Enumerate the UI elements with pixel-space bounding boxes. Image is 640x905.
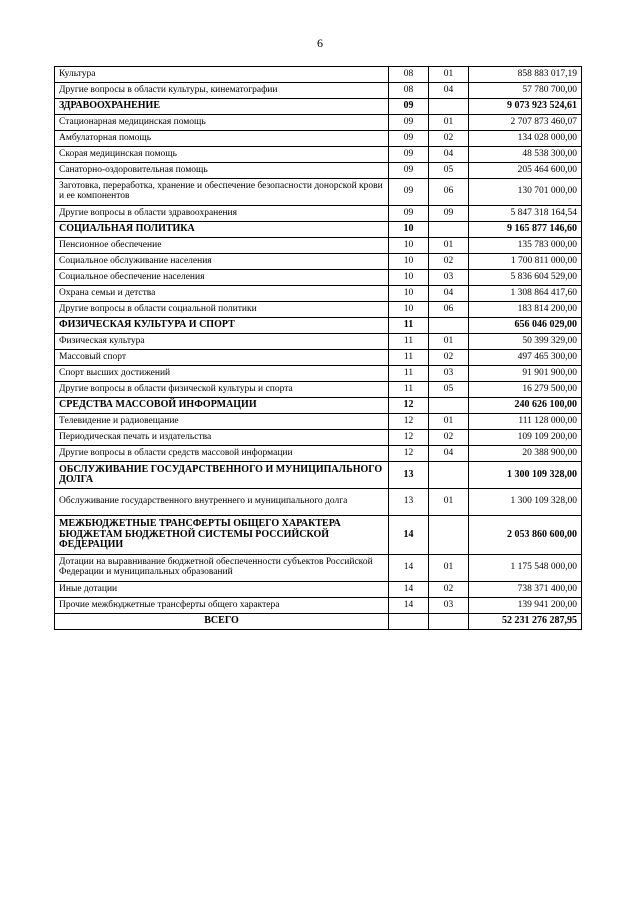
row-subsection-cell: 01 — [429, 238, 469, 254]
row-name-cell: Социальное обслуживание населения — [55, 254, 389, 270]
row-amount-cell: 1 308 864 417,60 — [469, 286, 582, 302]
row-subsection-cell: 01 — [429, 67, 469, 83]
row-section-cell: 09 — [389, 115, 429, 131]
row-name-cell: Скорая медицинская помощь — [55, 147, 389, 163]
row-name-cell: Заготовка, переработка, хранение и обеспечение безопасности донорской крови и ее компонентов — [55, 179, 389, 206]
row-amount-cell: 16 279 500,00 — [469, 382, 582, 398]
table-row — [55, 67, 582, 83]
row-section-cell: 14 — [389, 516, 429, 555]
row-name-cell: Обслуживание государственного внутреннего и муниципального долга — [55, 489, 389, 516]
budget-table — [54, 66, 582, 630]
table-row — [55, 430, 582, 446]
table-row — [55, 147, 582, 163]
row-name-cell: Дотации на выравнивание бюджетной обеспеченности субъектов Российской Федерации и муниципальных образований — [55, 555, 389, 582]
row-subsection-cell: 06 — [429, 302, 469, 318]
row-subsection-cell: 01 — [429, 414, 469, 430]
row-section-cell: 13 — [389, 489, 429, 516]
row-amount-cell: 205 464 600,00 — [469, 163, 582, 179]
table-row — [55, 238, 582, 254]
row-section-cell: 11 — [389, 382, 429, 398]
table-row — [55, 302, 582, 318]
row-subsection-cell: 02 — [429, 254, 469, 270]
row-amount-cell: 139 941 200,00 — [469, 598, 582, 614]
budget-table-body — [55, 67, 582, 630]
row-subsection-cell: 04 — [429, 147, 469, 163]
table-row — [55, 382, 582, 398]
table-row — [55, 254, 582, 270]
row-section-cell: 09 — [389, 147, 429, 163]
table-row — [55, 318, 582, 334]
row-name-cell: Другие вопросы в области здравоохранения — [55, 206, 389, 222]
row-subsection-cell: 04 — [429, 446, 469, 462]
row-amount-cell: 497 465 300,00 — [469, 350, 582, 366]
row-amount-cell: 9 165 877 146,60 — [469, 222, 582, 238]
row-amount-cell: 134 028 000,00 — [469, 131, 582, 147]
row-subsection-cell — [429, 318, 469, 334]
table-row — [55, 83, 582, 99]
row-amount-cell: 135 783 000,00 — [469, 238, 582, 254]
row-name-cell: Другие вопросы в области физической культуры и спорта — [55, 382, 389, 398]
table-row — [55, 598, 582, 614]
row-subsection-cell: 03 — [429, 598, 469, 614]
row-section-cell: 12 — [389, 398, 429, 414]
row-name-cell: Другие вопросы в области средств массовой информации — [55, 446, 389, 462]
row-subsection-cell: 02 — [429, 582, 469, 598]
row-section-cell: 08 — [389, 67, 429, 83]
row-name-cell: Прочие межбюджетные трансферты общего характера — [55, 598, 389, 614]
row-subsection-cell: 02 — [429, 430, 469, 446]
table-row — [55, 414, 582, 430]
row-amount-cell: 130 701 000,00 — [469, 179, 582, 206]
row-amount-cell: 20 388 900,00 — [469, 446, 582, 462]
row-name-cell: Другие вопросы в области социальной политики — [55, 302, 389, 318]
row-name-cell: ОБСЛУЖИВАНИЕ ГОСУДАРСТВЕННОГО И МУНИЦИПАЛЬНОГО ДОЛГА — [55, 462, 389, 489]
row-amount-cell: 5 836 604 529,00 — [469, 270, 582, 286]
row-amount-cell: 240 626 100,00 — [469, 398, 582, 414]
row-name-cell: ФИЗИЧЕСКАЯ КУЛЬТУРА И СПОРТ — [55, 318, 389, 334]
total-row — [55, 614, 582, 630]
table-row — [55, 516, 582, 555]
row-name-cell: Социальное обеспечение населения — [55, 270, 389, 286]
row-amount-cell: 50 399 329,00 — [469, 334, 582, 350]
row-amount-cell: 1 300 109 328,00 — [469, 462, 582, 489]
row-section-cell: 10 — [389, 286, 429, 302]
table-row — [55, 115, 582, 131]
row-name-cell: Культура — [55, 67, 389, 83]
table-row — [55, 163, 582, 179]
row-section-cell: 08 — [389, 83, 429, 99]
row-name-cell: Массовый спорт — [55, 350, 389, 366]
row-name-cell: Пенсионное обеспечение — [55, 238, 389, 254]
table-row — [55, 334, 582, 350]
row-name-cell: ЗДРАВООХРАНЕНИЕ — [55, 99, 389, 115]
row-name-cell: СОЦИАЛЬНАЯ ПОЛИТИКА — [55, 222, 389, 238]
row-name-cell: МЕЖБЮДЖЕТНЫЕ ТРАНСФЕРТЫ ОБЩЕГО ХАРАКТЕРА БЮДЖЕТАМ БЮДЖЕТНОЙ СИСТЕМЫ РОССИЙСКОЙ ФЕДЕРАЦИИ — [55, 516, 389, 555]
row-section-cell: 14 — [389, 582, 429, 598]
row-amount-cell: 2 707 873 460,07 — [469, 115, 582, 131]
row-name-cell: Стационарная медицинская помощь — [55, 115, 389, 131]
row-amount-cell: 9 073 923 524,61 — [469, 99, 582, 115]
row-section-cell: 11 — [389, 334, 429, 350]
row-amount-cell: 57 780 700,00 — [469, 83, 582, 99]
row-amount-cell: 1 300 109 328,00 — [469, 489, 582, 516]
row-name-cell: Охрана семьи и детства — [55, 286, 389, 302]
row-section-cell: 09 — [389, 163, 429, 179]
row-subsection-cell: 01 — [429, 555, 469, 582]
row-subsection-cell: 05 — [429, 382, 469, 398]
table-row — [55, 366, 582, 382]
row-subsection-cell — [429, 462, 469, 489]
row-amount-cell: 91 901 900,00 — [469, 366, 582, 382]
row-name-cell: Периодическая печать и издательства — [55, 430, 389, 446]
row-subsection-cell: 05 — [429, 163, 469, 179]
row-subsection-cell: 04 — [429, 286, 469, 302]
row-section-cell: 12 — [389, 430, 429, 446]
row-name-cell: Амбулаторная помощь — [55, 131, 389, 147]
table-row — [55, 489, 582, 516]
row-section-cell: 14 — [389, 555, 429, 582]
table-row — [55, 462, 582, 489]
row-section-cell: 12 — [389, 446, 429, 462]
row-section-cell: 10 — [389, 302, 429, 318]
table-row — [55, 99, 582, 115]
row-subsection-cell: 01 — [429, 115, 469, 131]
row-subsection-cell: 02 — [429, 350, 469, 366]
row-amount-cell: 48 538 300,00 — [469, 147, 582, 163]
row-section-cell: 09 — [389, 131, 429, 147]
row-subsection-cell — [429, 99, 469, 115]
row-subsection-cell: 06 — [429, 179, 469, 206]
row-amount-cell: 183 814 200,00 — [469, 302, 582, 318]
table-row — [55, 555, 582, 582]
row-amount-cell: 858 883 017,19 — [469, 67, 582, 83]
table-row — [55, 270, 582, 286]
row-amount-cell: 738 371 400,00 — [469, 582, 582, 598]
row-name-cell: Телевидение и радиовещание — [55, 414, 389, 430]
row-name-cell: Санаторно-оздоровительная помощь — [55, 163, 389, 179]
table-row — [55, 286, 582, 302]
row-name-cell: СРЕДСТВА МАССОВОЙ ИНФОРМАЦИИ — [55, 398, 389, 414]
row-subsection-cell: 09 — [429, 206, 469, 222]
table-row — [55, 222, 582, 238]
row-amount-cell: 109 109 200,00 — [469, 430, 582, 446]
row-section-cell: 14 — [389, 598, 429, 614]
row-section-cell: 11 — [389, 318, 429, 334]
row-subsection-cell — [429, 398, 469, 414]
row-name-cell: Спорт высших достижений — [55, 366, 389, 382]
total-amount-cell: 52 231 276 287,95 — [469, 614, 582, 630]
table-row — [55, 206, 582, 222]
row-subsection-cell: 04 — [429, 83, 469, 99]
row-section-cell: 12 — [389, 414, 429, 430]
row-amount-cell: 5 847 318 164,54 — [469, 206, 582, 222]
row-section-cell: 11 — [389, 366, 429, 382]
row-amount-cell: 111 128 000,00 — [469, 414, 582, 430]
table-row — [55, 179, 582, 206]
row-amount-cell: 1 175 548 000,00 — [469, 555, 582, 582]
row-subsection-cell: 03 — [429, 366, 469, 382]
total-section-cell — [389, 614, 429, 630]
row-section-cell: 10 — [389, 270, 429, 286]
table-row — [55, 131, 582, 147]
row-name-cell: Иные дотации — [55, 582, 389, 598]
table-row — [55, 582, 582, 598]
row-subsection-cell: 01 — [429, 489, 469, 516]
row-name-cell: Другие вопросы в области культуры, кинематографии — [55, 83, 389, 99]
row-section-cell: 09 — [389, 179, 429, 206]
page-number: 6 — [317, 36, 323, 50]
row-section-cell: 10 — [389, 254, 429, 270]
row-subsection-cell: 02 — [429, 131, 469, 147]
row-amount-cell: 656 046 029,00 — [469, 318, 582, 334]
row-section-cell: 11 — [389, 350, 429, 366]
row-subsection-cell — [429, 222, 469, 238]
row-name-cell: Физическая культура — [55, 334, 389, 350]
table-row — [55, 446, 582, 462]
row-amount-cell: 2 053 860 600,00 — [469, 516, 582, 555]
row-subsection-cell — [429, 516, 469, 555]
total-label-cell: ВСЕГО — [55, 614, 389, 630]
row-section-cell: 10 — [389, 222, 429, 238]
total-subsection-cell — [429, 614, 469, 630]
table-row — [55, 398, 582, 414]
row-section-cell: 10 — [389, 238, 429, 254]
row-subsection-cell: 03 — [429, 270, 469, 286]
table-row — [55, 350, 582, 366]
row-section-cell: 13 — [389, 462, 429, 489]
row-amount-cell: 1 700 811 000,00 — [469, 254, 582, 270]
row-section-cell: 09 — [389, 206, 429, 222]
row-section-cell: 09 — [389, 99, 429, 115]
row-subsection-cell: 01 — [429, 334, 469, 350]
